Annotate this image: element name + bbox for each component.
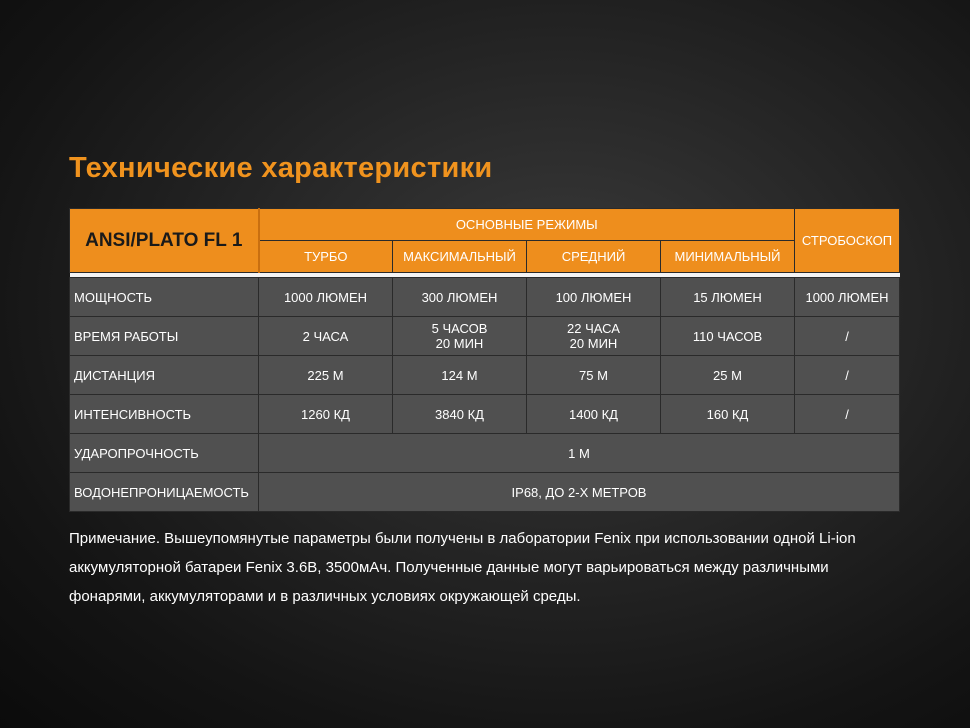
table-row — [70, 317, 900, 356]
table-cell: 1400 КД — [527, 395, 661, 434]
table-cell: 22 ЧАСА 20 МИН — [527, 317, 661, 356]
row-label: УДАРОПРОЧНОСТЬ — [70, 434, 259, 473]
table-cell: / — [795, 356, 900, 395]
row-label: ВРЕМЯ РАБОТЫ — [70, 317, 259, 356]
mode-header-max: МАКСИМАЛЬНЫЙ — [393, 241, 527, 273]
table-cell: 5 ЧАСОВ 20 МИН — [393, 317, 527, 356]
table-cell: 75 М — [527, 356, 661, 395]
table-cell: 160 КД — [661, 395, 795, 434]
table-cell: 15 ЛЮМЕН — [661, 278, 795, 317]
table-cell: 100 ЛЮМЕН — [527, 278, 661, 317]
mode-header-mid: СРЕДНИЙ — [527, 241, 661, 273]
row-label: ВОДОНЕПРОНИЦАЕМОСТЬ — [70, 473, 259, 512]
table-cell: 25 М — [661, 356, 795, 395]
row-label: ДИСТАНЦИЯ — [70, 356, 259, 395]
table-row — [70, 473, 900, 512]
table-cell: 225 М — [259, 356, 393, 395]
table-cell: 1000 ЛЮМЕН — [795, 278, 900, 317]
footnote: Примечание. Вышеупомянутые параметры были получены в лаборатории Fenix при использовании одной Li-ion аккумуляторной батареи Fenix 3.6В, 3500мАч. Полученные данные могут варьироваться между различными фонарями, аккумуляторами и в различных условиях окружающей среды. — [69, 530, 856, 605]
main-modes-header: ОСНОВНЫЕ РЕЖИМЫ — [259, 209, 795, 241]
table-cell: / — [795, 395, 900, 434]
table-cell: 1000 ЛЮМЕН — [259, 278, 393, 317]
table-cell: 124 М — [393, 356, 527, 395]
table-cell: IP68, ДО 2-Х МЕТРОВ — [259, 473, 900, 512]
mode-header-turbo: ТУРБО — [259, 241, 393, 273]
table-cell: 1260 КД — [259, 395, 393, 434]
row-label: МОЩНОСТЬ — [70, 278, 259, 317]
page-title: Технические характеристики — [69, 152, 493, 184]
row-label: ИНТЕНСИВНОСТЬ — [70, 395, 259, 434]
table-row — [70, 356, 900, 395]
table-row — [70, 395, 900, 434]
table-row — [70, 434, 900, 473]
table-row — [70, 278, 900, 317]
spec-table — [69, 208, 900, 512]
strobe-header: СТРОБОСКОП — [795, 209, 900, 273]
table-cell: / — [795, 317, 900, 356]
model-header: ANSI/PLATO FL 1 — [70, 209, 259, 273]
table-cell: 2 ЧАСА — [259, 317, 393, 356]
table-cell: 1 М — [259, 434, 900, 473]
mode-header-min: МИНИМАЛЬНЫЙ — [661, 241, 795, 273]
table-cell: 110 ЧАСОВ — [661, 317, 795, 356]
table-cell: 3840 КД — [393, 395, 527, 434]
table-cell: 300 ЛЮМЕН — [393, 278, 527, 317]
